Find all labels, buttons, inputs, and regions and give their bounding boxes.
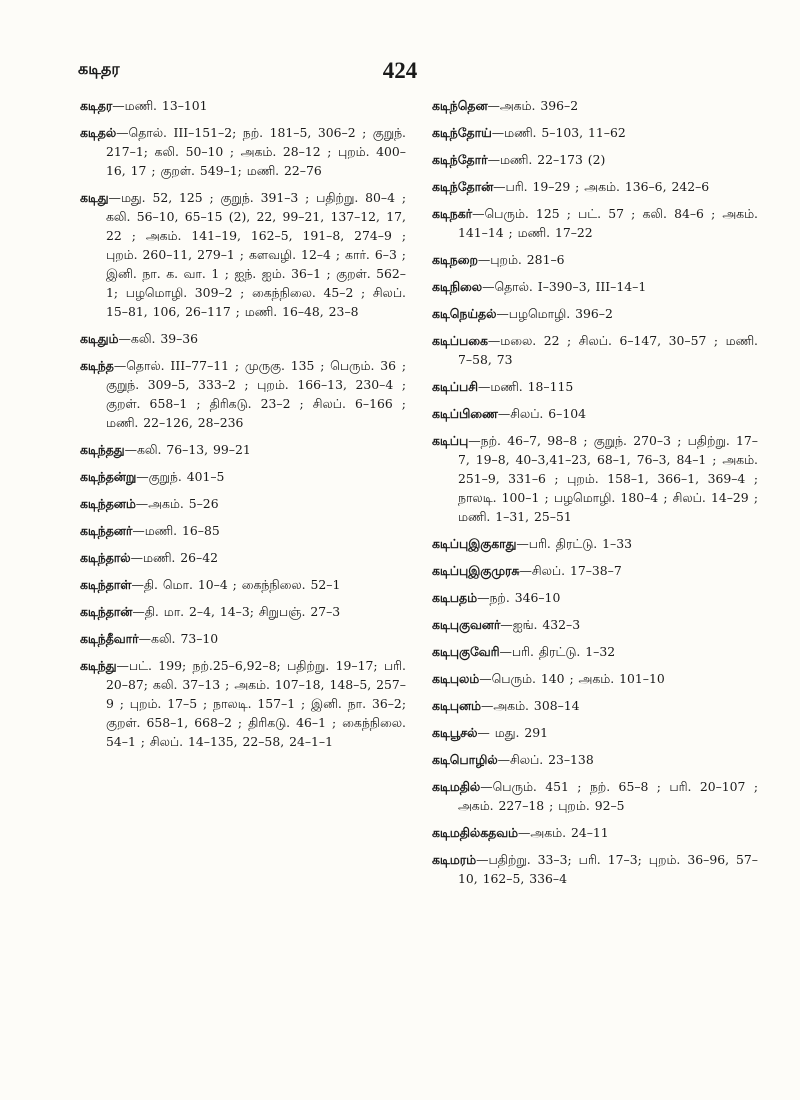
index-entry [432,850,758,888]
right-column [432,96,758,896]
entry-references: —மணி. 18–115 [477,379,574,394]
index-entry [80,602,406,621]
index-entry [432,777,758,815]
entry-headword: கடிந்தோன் [432,179,494,194]
entry-references: —தொல். III–151–2; நற். 181–5, 306–2 ; குறுந். 217–1; கலி. 50–10 ; அகம். 28–12 ; புறம். 400–16, 17 ; குறள். 549–1; மணி. 22–76 [106,125,406,178]
entry-references: —மணி. 13–101 [112,98,208,113]
entry-references: —கலி. 76–13, 99–21 [124,442,251,457]
index-entry [432,277,758,296]
entry-references: —மணி. 5–103, 11–62 [491,125,626,140]
index-entry [432,331,758,369]
page-number: 424 [382,58,418,83]
entry-references: —பழமொழி. 396–2 [496,306,613,321]
entry-headword: கடிந்து [80,658,117,673]
entry-references: —பெரும். 451 ; நற். 65–8 ; பரி. 20–107 ; அகம். 227–18 ; புறம். 92–5 [458,779,758,813]
index-entry [432,642,758,661]
entry-headword: கடிபொழில் [432,752,498,767]
entry-headword: கடிந்தனர் [80,523,133,538]
index-entry [432,150,758,169]
entry-references: —தொல். I–390–3, III–14–1 [482,279,647,294]
index-entry [432,204,758,242]
entry-references: —மணி. 22–173 (2) [487,152,606,167]
entry-headword: கடிந்தனம் [80,496,136,511]
entry-headword: கடிந்தீவார் [80,631,139,646]
entry-headword: கடிந்தென [432,98,488,113]
entry-headword: கடிநறை [432,252,478,267]
index-entry [80,656,406,751]
left-column [80,96,406,759]
index-entry [432,96,758,115]
entry-headword: கடிபுகுவேரி [432,644,500,659]
index-entry [80,467,406,486]
running-head: கடிதர [78,61,120,78]
index-entry [432,723,758,742]
entry-references: —நற். 46–7, 98–8 ; குறுந். 270–3 ; பதிற்று. 17–7, 19–8, 40–3,41–23, 68–1, 76–3, 84–1 ; அகம். 251–9, 331–6 ; புறம். 158–1, 366–1, 369–4 ; நாலடி. 100–1 ; பழமொழி. 180–4 ; சிலப். 14–29 ; மணி. 1–31, 25–51 [458,433,758,524]
index-entry [80,188,406,321]
index-entry [432,669,758,688]
entry-references: —புறம். 281–6 [477,252,565,267]
entry-headword: கடிபுலம் [432,671,480,686]
index-entry [80,96,406,115]
entry-references: —பெரும். 125 ; பட். 57 ; கலி. 84–6 ; அகம். 141–14 ; மணி. 17–22 [458,206,758,240]
entry-references: —சிலப். 6–104 [497,406,587,421]
index-entry [80,356,406,432]
entry-headword: கடிப்பசி [432,379,478,394]
index-entry [80,575,406,594]
entry-headword: கடிபுனம் [432,698,481,713]
entry-references: —சிலப். 23–138 [497,752,594,767]
entry-references: —அகம். 308–14 [481,698,580,713]
entry-headword: கடிப்பு [432,433,469,448]
entry-references: —மலை. 22 ; சிலப். 6–147, 30–57 ; மணி. 7–58, 73 [458,333,758,367]
index-entry [80,329,406,348]
index-entry [80,494,406,513]
entry-references: —கலி. 73–10 [138,631,219,646]
entry-references: —தொல். III–77–11 ; முருகு. 135 ; பெரும். 36 ; குறுந். 309–5, 333–2 ; புறம். 166–13, 230–4 ; குறள். 658–1 ; திரிகடு. 23–2 ; சிலப். 6–166 ; மணி. 22–126, 28–236 [106,358,406,430]
index-entry [432,123,758,142]
index-entry [432,177,758,196]
entry-headword: கடிபுகுவனர் [432,617,501,632]
entry-headword: கடிந்தோர் [432,152,488,167]
index-entry [432,404,758,423]
index-entry [80,440,406,459]
entry-headword: கடிநிலை [432,279,483,294]
index-entry [432,431,758,526]
entry-references: —பரி. 19–29 ; அகம். 136–6, 242–6 [493,179,710,194]
entry-headword: கடிபதம் [432,590,478,605]
index-entry [432,561,758,580]
entry-headword: கடிந்தால் [80,550,131,565]
entry-headword: கடிமரம் [432,852,477,867]
entry-references: —நற். 346–10 [477,590,561,605]
entry-headword: கடிந்தான் [80,604,133,619]
entry-references: —பரி. திரட்டு. 1–32 [499,644,616,659]
entry-references: —மணி. 26–42 [130,550,218,565]
index-entry [80,548,406,567]
entry-references: —தி. மா. 2–4, 14–3; சிறுபஞ். 27–3 [132,604,341,619]
entry-headword: கடிந்தாள் [80,577,132,592]
index-entry [432,250,758,269]
entry-references: —பெரும். 140 ; அகம். 101–10 [479,671,665,686]
entry-headword: கடிமதில் [432,779,481,794]
entry-references: —கலி. 39–36 [118,331,199,346]
entry-references: —ஐங். 432–3 [500,617,581,632]
index-entry [432,823,758,842]
entry-references: —அகம். 24–11 [518,825,609,840]
entry-headword: கடிப்புஇகுகாது [432,536,517,551]
index-entry [432,534,758,553]
entry-references: —மது. 52, 125 ; குறுந். 391–3 ; பதிற்று. 80–4 ; கலி. 56–10, 65–15 (2), 22, 99–21, 137–12, 17, 22 ; அகம். 141–19, 162–5, 191–8, 274–9 ; புறம். 260–11, 279–1 ; களவழி. 12–4 ; கார். 6–3 ; இனி. நா. க. வா. 1 ; ஐந். ஐம். 36–1 ; குறள். 562–1; பழமொழி. 309–2 ; கைந்நிலை. 45–2 ; சிலப். 15–81, 106, 26–117 ; மணி. 16–48, 23–8 [106,190,406,319]
entry-references: —அகம். 396–2 [487,98,579,113]
index-entry [80,123,406,180]
entry-headword: கடிநெய்தல் [432,306,497,321]
entry-references: —பதிற்று. 33–3; பரி. 17–3; புறம். 36–96, 57–10, 162–5, 336–4 [458,852,758,886]
entry-references: —தி. மொ. 10–4 ; கைந்நிலை. 52–1 [131,577,341,592]
entry-headword: கடிமதில்கதவம் [432,825,519,840]
entry-headword: கடிந்த [80,358,114,373]
entry-references: — மது. 291 [477,725,548,740]
entry-references: —அகம். 5–26 [135,496,219,511]
entry-headword: கடிப்பிணை [432,406,498,421]
index-entry [432,304,758,323]
index-entry [432,588,758,607]
entry-headword: கடிபூசல் [432,725,478,740]
entry-headword: கடிப்பகை [432,333,488,348]
index-entry [80,629,406,648]
entry-references: —குறுந். 401–5 [136,469,225,484]
entry-headword: கடிதல் [80,125,117,140]
index-entry [432,615,758,634]
entry-references: —பட். 199; நற்.25–6,92–8; பதிற்று. 19–17; பரி. 20–87; கலி. 37–13 ; அகம். 107–18, 148–5, 257–9 ; புறம். 17–5 ; நாலடி. 157–1 ; இனி. நா. 36–2; குறள். 658–1, 668–2 ; திரிகடு. 46–1 ; கைந்நிலை. 54–1 ; சிலப். 14–135, 22–58, 24–1–1 [106,658,406,749]
entry-headword: கடிதும் [80,331,119,346]
entry-headword: கடிந்தோய் [432,125,492,140]
entry-headword: கடிதர [80,98,113,113]
entry-headword: கடிப்புஇகுமுரசு [432,563,520,578]
index-entry [432,377,758,396]
index-entry [432,750,758,769]
entry-headword: கடிது [80,190,109,205]
entry-headword: கடிந்தது [80,442,125,457]
entry-references: —பரி. திரட்டு. 1–33 [516,536,632,551]
entry-headword: கடிநகர் [432,206,473,221]
entry-headword: கடிந்தன்று [80,469,137,484]
index-entry [80,521,406,540]
entry-references: —மணி. 16–85 [132,523,220,538]
entry-references: —சிலப். 17–38–7 [519,563,622,578]
index-entry [432,696,758,715]
